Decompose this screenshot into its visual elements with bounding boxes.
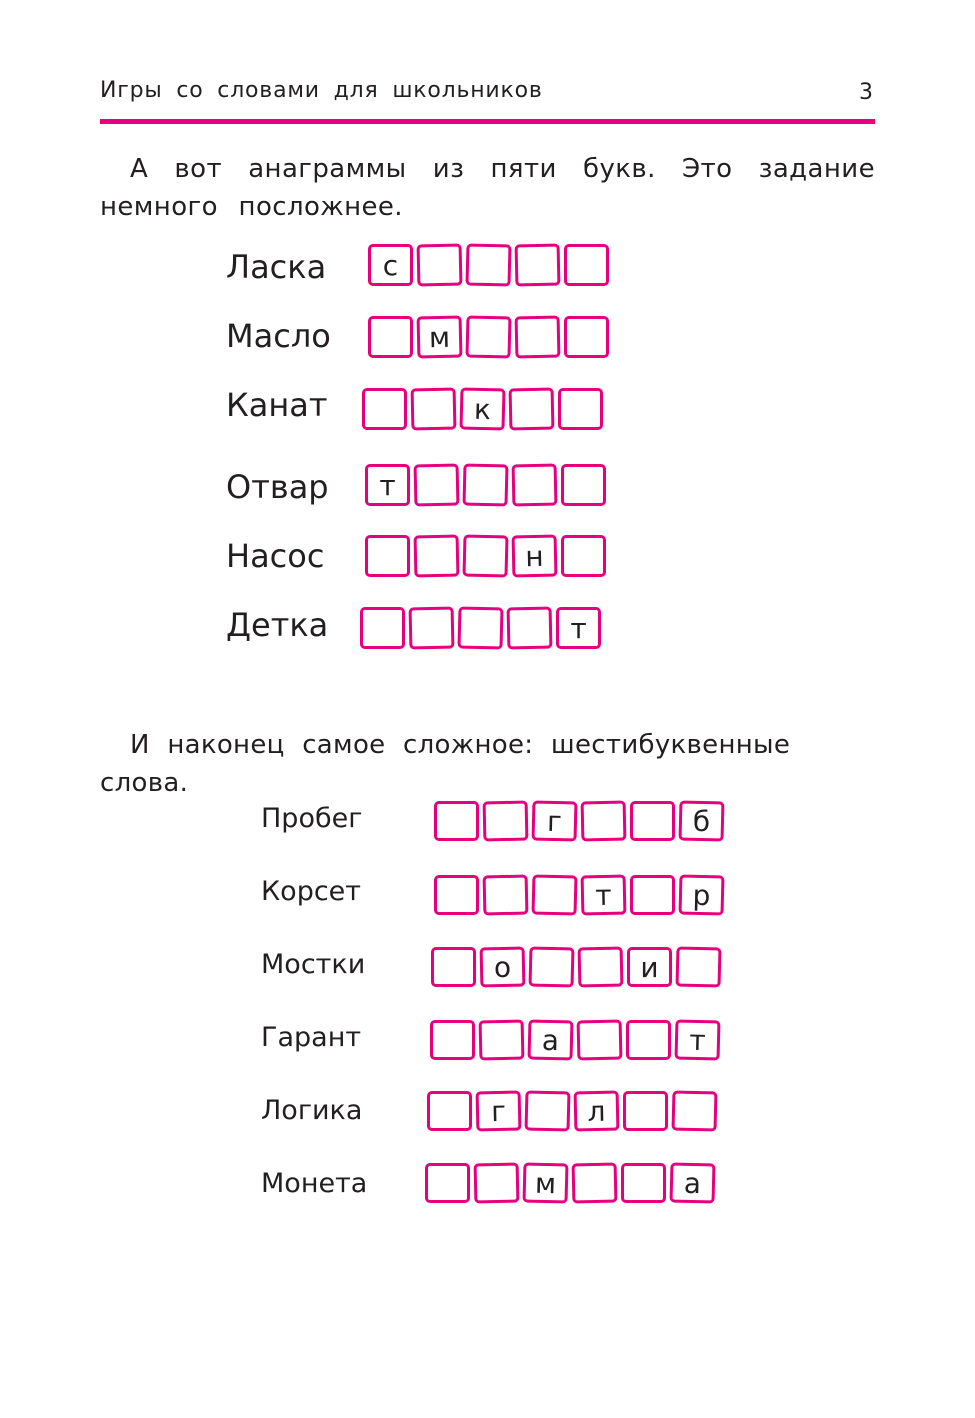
letter-box[interactable] bbox=[483, 875, 529, 916]
letter-box[interactable] bbox=[558, 388, 603, 430]
letter-box[interactable] bbox=[561, 464, 606, 506]
letter-box[interactable] bbox=[365, 535, 410, 577]
letter-box[interactable] bbox=[474, 1163, 520, 1204]
letter-box[interactable] bbox=[581, 801, 627, 842]
letter-box[interactable] bbox=[525, 1090, 571, 1131]
final-paragraph: И наконец самое сложное: шестибуквенные слова. bbox=[100, 730, 791, 798]
answer-boxes bbox=[430, 1020, 724, 1060]
letter-box[interactable]: т bbox=[581, 875, 627, 916]
letter-box[interactable] bbox=[564, 244, 609, 286]
letter-box[interactable]: и bbox=[627, 947, 672, 987]
letter-box[interactable] bbox=[577, 1020, 623, 1061]
letter-box[interactable]: м bbox=[417, 316, 463, 359]
letter-box[interactable] bbox=[479, 1020, 525, 1061]
letter-box[interactable] bbox=[430, 1020, 475, 1060]
letter-box[interactable] bbox=[483, 801, 529, 842]
letter-box[interactable]: м bbox=[523, 1162, 569, 1203]
letter-box[interactable]: г bbox=[476, 1091, 522, 1132]
letter-box[interactable] bbox=[465, 243, 511, 286]
letter-box[interactable] bbox=[515, 316, 561, 359]
letter-box[interactable]: а bbox=[528, 1019, 574, 1060]
letter-box[interactable] bbox=[427, 1091, 472, 1131]
letter-box[interactable] bbox=[564, 316, 609, 358]
letter-box[interactable] bbox=[462, 463, 508, 506]
answer-boxes bbox=[360, 607, 605, 649]
letter-box[interactable] bbox=[621, 1163, 666, 1203]
letter-box[interactable]: т bbox=[556, 607, 601, 649]
answer-boxes bbox=[425, 1163, 719, 1203]
letter-box[interactable] bbox=[465, 315, 511, 358]
word-label: Канат bbox=[226, 386, 328, 424]
word-label: Отвар bbox=[226, 468, 329, 506]
letter-box[interactable] bbox=[630, 875, 675, 915]
letter-box[interactable] bbox=[515, 244, 561, 287]
answer-boxes bbox=[365, 535, 610, 577]
answer-boxes bbox=[434, 875, 728, 915]
letter-box[interactable]: г bbox=[532, 800, 578, 841]
letter-box[interactable] bbox=[409, 607, 455, 650]
letter-box[interactable] bbox=[414, 464, 460, 507]
answer-boxes bbox=[362, 388, 607, 430]
answer-boxes bbox=[368, 316, 613, 358]
letter-box[interactable]: к bbox=[459, 387, 505, 430]
letter-box[interactable]: р bbox=[679, 874, 725, 915]
letter-box[interactable]: с bbox=[368, 244, 413, 286]
word-label: Насос bbox=[226, 537, 325, 575]
letter-box[interactable] bbox=[425, 1163, 470, 1203]
letter-box[interactable]: л bbox=[574, 1091, 620, 1132]
letter-box[interactable]: т bbox=[365, 464, 410, 506]
page-number: 3 bbox=[859, 80, 873, 105]
word-label: Ласка bbox=[226, 248, 327, 286]
word-label: Пробег bbox=[261, 803, 363, 834]
intro-paragraph: А вот анаграммы из пяти букв. Это задание немного посложнее. bbox=[100, 154, 875, 222]
letter-box[interactable] bbox=[457, 606, 503, 649]
letter-box[interactable] bbox=[529, 946, 575, 987]
letter-box[interactable] bbox=[434, 801, 479, 841]
letter-box[interactable] bbox=[532, 874, 578, 915]
letter-box[interactable]: о bbox=[480, 947, 526, 988]
answer-boxes bbox=[427, 1091, 721, 1131]
letter-box[interactable] bbox=[676, 946, 722, 987]
answer-boxes bbox=[434, 801, 728, 841]
letter-box[interactable] bbox=[623, 1091, 668, 1131]
answer-boxes bbox=[365, 464, 610, 506]
letter-box[interactable] bbox=[360, 607, 405, 649]
header-rule bbox=[100, 119, 875, 124]
letter-box[interactable] bbox=[672, 1090, 718, 1131]
letter-box[interactable]: н bbox=[512, 535, 558, 578]
letter-box[interactable] bbox=[561, 535, 606, 577]
page-header bbox=[100, 78, 875, 108]
letter-box[interactable] bbox=[512, 464, 558, 507]
word-label: Корсет bbox=[261, 876, 362, 907]
letter-box[interactable] bbox=[414, 535, 460, 578]
running-title: Игры со словами для школьников bbox=[100, 78, 543, 103]
answer-boxes bbox=[368, 244, 613, 286]
word-label: Монета bbox=[261, 1168, 368, 1199]
letter-box[interactable]: а bbox=[670, 1162, 716, 1203]
letter-box[interactable] bbox=[507, 607, 553, 650]
letter-box[interactable] bbox=[434, 875, 479, 915]
word-label: Гарант bbox=[261, 1022, 362, 1053]
letter-box[interactable] bbox=[462, 534, 508, 577]
letter-box[interactable] bbox=[630, 801, 675, 841]
letter-box[interactable] bbox=[431, 947, 476, 987]
answer-boxes bbox=[431, 947, 725, 987]
word-label: Масло bbox=[226, 317, 331, 355]
letter-box[interactable]: т bbox=[675, 1019, 721, 1060]
word-label: Детка bbox=[226, 606, 329, 644]
word-label: Логика bbox=[261, 1095, 363, 1126]
letter-box[interactable] bbox=[509, 388, 555, 431]
letter-box[interactable] bbox=[411, 388, 457, 431]
letter-box[interactable] bbox=[578, 947, 624, 988]
letter-box[interactable] bbox=[572, 1163, 618, 1204]
letter-box[interactable] bbox=[417, 244, 463, 287]
letter-box[interactable] bbox=[362, 388, 407, 430]
letter-box[interactable]: б bbox=[679, 800, 725, 841]
letter-box[interactable] bbox=[368, 316, 413, 358]
word-label: Мостки bbox=[261, 949, 366, 980]
letter-box[interactable] bbox=[626, 1020, 671, 1060]
